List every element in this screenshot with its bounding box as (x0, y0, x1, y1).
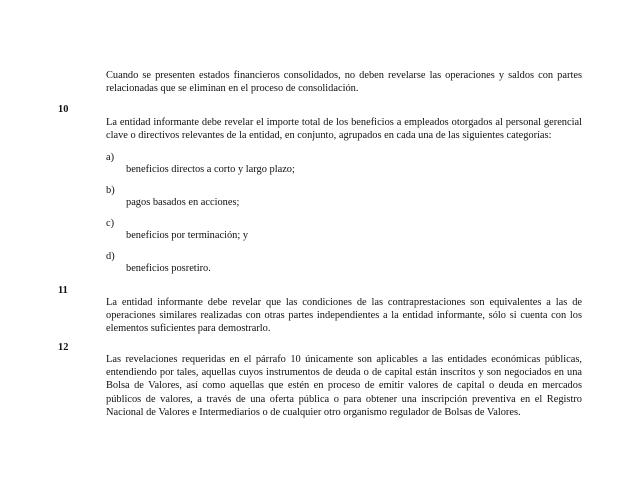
list-item-letter-c: c) (106, 218, 115, 229)
paragraph-number-12: 12 (58, 342, 69, 353)
paragraph-number-10: 10 (58, 104, 69, 115)
list-item-text-b: pagos basados en acciones; (126, 197, 240, 208)
list-item-letter-a: a) (106, 152, 115, 163)
paragraph-11-text: La entidad informante debe revelar que las condiciones de las contraprestaciones son equivalentes a las de operaciones similares realizadas con otras partes independientes a la entidad informante, sólo si cuenta con los elementos suficientes para demostrarlo. (106, 297, 582, 335)
intro-paragraph: Cuando se presenten estados financieros consolidados, no deben revelarse las operaciones y saldos con partes relacionadas que se eliminan en el proceso de consolidación. (106, 70, 582, 95)
paragraph-number-11: 11 (58, 285, 68, 296)
list-item-text-a: beneficios directos a corto y largo plazo; (126, 164, 295, 175)
paragraph-12-text: Las revelaciones requeridas en el párrafo 10 únicamente son aplicables a las entidades económicas públicas, entendiendo por tales, aquellas cuyos instrumentos de deuda o de capital están inscritos y son negociados en una Bolsa de Valores, así como aquellas que estén en proceso de emitir valores de capital o deuda en mercados públicos de valores, a través de una oferta pública o para obtener una inscripción preventiva en el Registro Nacional de Valores e Intermediarios o de cualquier otro organismo regulador de Bolsas de Valores. (106, 354, 582, 418)
list-item-letter-b: b) (106, 185, 115, 196)
paragraph-10-text: La entidad informante debe revelar el importe total de los beneficios a empleados otorgados al personal gerencial clave o directivos relevantes de la entidad, en conjunto, agrupados en cada una de las siguientes categorías: (106, 117, 582, 142)
list-item-text-c: beneficios por terminación; y (126, 230, 249, 241)
list-item-text-d: beneficios posretiro. (126, 263, 211, 274)
list-item-letter-d: d) (106, 251, 115, 262)
